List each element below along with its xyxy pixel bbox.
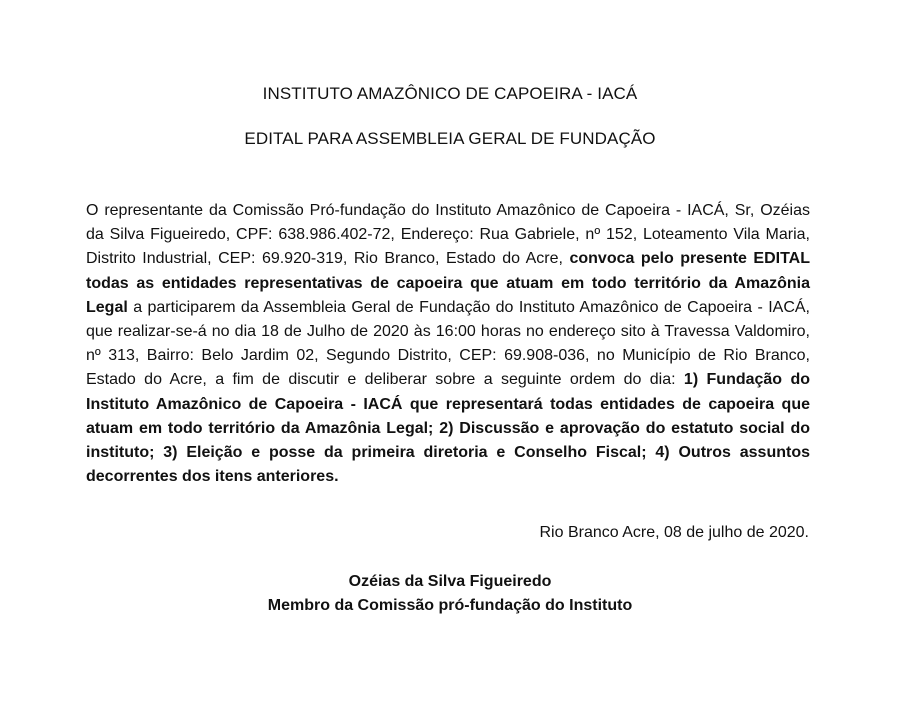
signatory-name: Ozéias da Silva Figueiredo [348, 573, 552, 590]
body-agenda-bold: 1) Fundação do Instituto Amazônico de Capoeira - IACÁ que representará todas entidades de capoeira que atuam em todo território da Amazônia Legal; 2) Discussão e aprovação do estatuto social do instituto; 3) Eleição e posse da primeira diretoria e Conselho Fiscal; 4) Outros assuntos decorrentes dos itens anteriores. [86, 371, 811, 486]
body-intro-text: O representante da Comissão Pró-fundação do Instituto Amazônico de Capoeira - IACÁ, Sr, Ozéias da Silva Figueiredo, CPF: 638.986.402-72, Endereço: Rua Gabriele, nº 152, Loteamento Vila Maria, Distrito Industrial, CEP: 69.920-319, Rio Branco, Estado do Acre, [86, 202, 810, 268]
edital-title: EDITAL PARA ASSEMBLEIA GERAL DE FUNDAÇÃO [244, 129, 656, 148]
date-line: Rio Branco Acre, 08 de julho de 2020. [539, 524, 809, 541]
body-details-text: a participarem da Assembleia Geral de Fundação do Instituto Amazônico de Capoeira - IACÁ, que realizar-se-á no dia 18 de Julho de 2020 às 16:00 horas no endereço sito à Travessa Valdomiro, nº 313, Bairro: Belo Jardim 02, Segundo Distrito, CEP: 69.908-036, no Município de Rio Branco, Estado do Acre, a fim de discutir e deliberar sobre a seguinte ordem do dia: [86, 298, 810, 389]
edital-body [86, 199, 810, 489]
institute-heading: INSTITUTO AMAZÔNICO DE CAPOEIRA - IACÁ [262, 84, 638, 103]
signatory-role: Membro da Comissão pró-fundação do Instituto [267, 597, 633, 614]
body-convocation-bold: convoca pelo presente EDITAL todas as entidades representativas de capoeira que atuam em todo território da Amazônia Legal [86, 250, 811, 316]
